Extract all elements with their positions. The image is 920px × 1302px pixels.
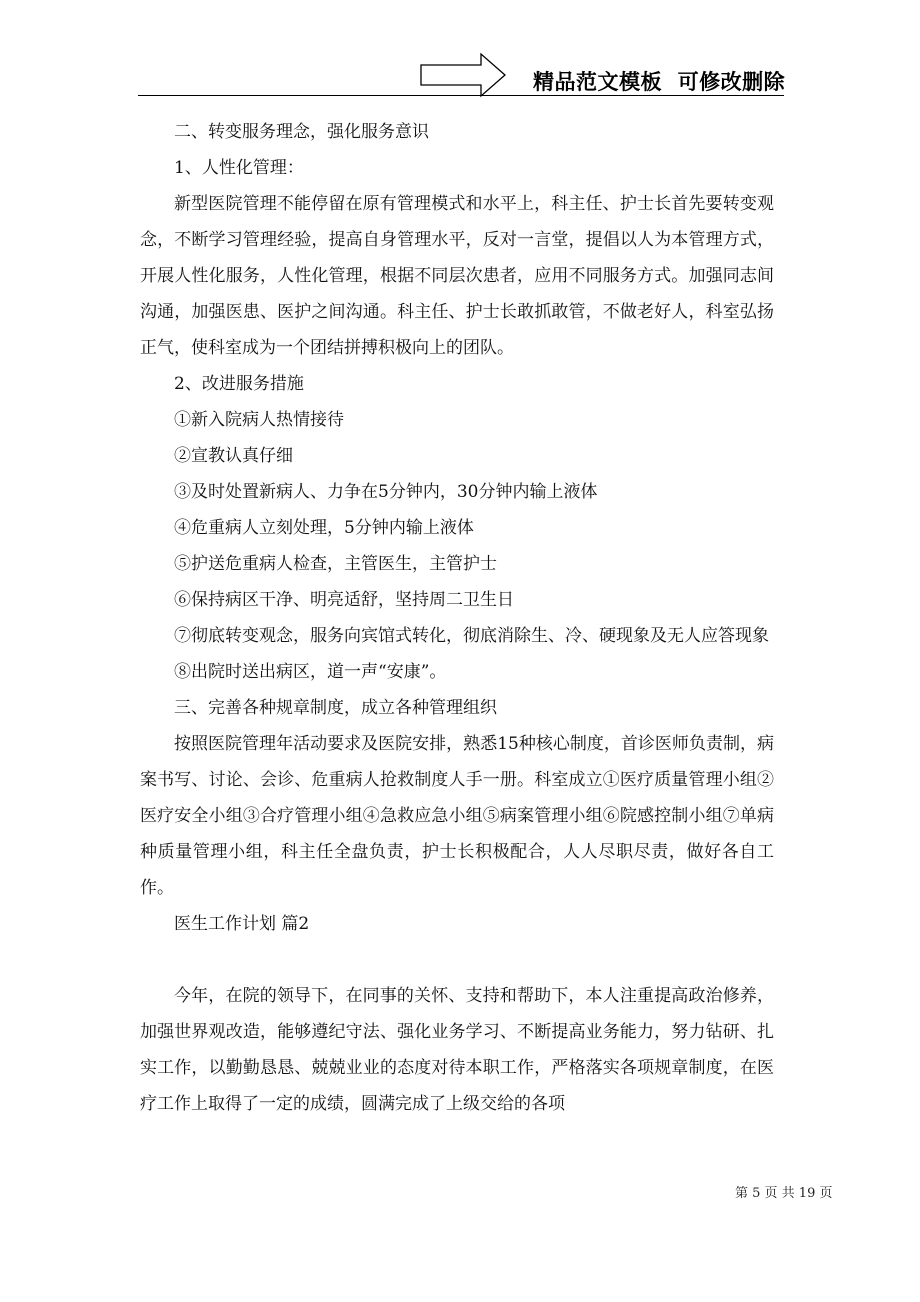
body-paragraph: 按照医院管理年活动要求及医院安排，熟悉15种核心制度，首诊医师负责制，病案书写、讨论、会诊、危重病人抢救制度人手一册。科室成立①医疗质量管理小组②医疗安全小组③合疗管理小组④急救应急小组⑤病案管理小组⑥院感控制小组⑦单病种质量管理小组，科主任全盘负责，护士长积极配合，人人尽职尽责，做好各自工作。: [140, 734, 774, 898]
section-heading: 二、转变服务理念，强化服务意识: [174, 122, 429, 142]
list-item: ⑥保持病区干净、明亮适舒，坚持周二卫生日: [174, 590, 514, 610]
body-paragraph: 今年，在院的领导下，在同事的关怀、支持和帮助下，本人注重提高政治修养，加强世界观改造，能够遵纪守法、强化业务学习、不断提高业务能力，努力钻研、扎实工作，以勤勤恳恳、兢兢业业的态度对待本职工作，严格落实各项规章制度，在医疗工作上取得了一定的成绩，圆满完成了上级交给的各项: [140, 986, 774, 1114]
section-heading: 三、完善各种规章制度，成立各种管理组织: [174, 698, 497, 718]
arrow-right-icon: [419, 52, 507, 98]
list-item: ⑦彻底转变观念，服务向宾馆式转化，彻底消除生、冷、硬现象及无人应答现象: [174, 626, 769, 646]
list-item: ⑧出院时送出病区，道一声“安康”。: [174, 662, 447, 682]
list-item: ③及时处置新病人、力争在5分钟内，30分钟内输上液体: [174, 482, 598, 502]
header-divider: [138, 95, 784, 96]
subsection-heading: 2、改进服务措施: [174, 374, 304, 394]
subsection-heading: 1、人性化管理：: [174, 158, 304, 178]
list-item: ②宣教认真仔细: [174, 446, 293, 466]
list-item: ⑤护送危重病人检查，主管医生，主管护士: [174, 554, 497, 574]
article-heading: 医生工作计划 篇2: [174, 914, 310, 934]
list-item: ①新入院病人热情接待: [174, 410, 344, 430]
list-item: ④危重病人立刻处理，5分钟内输上液体: [174, 518, 474, 538]
document-body: [140, 114, 774, 1122]
page-number: 第 5 页 共 19 页: [735, 1186, 833, 1201]
body-paragraph: 新型医院管理不能停留在原有管理模式和水平上，科主任、护士长首先要转变观念，不断学习管理经验，提高自身管理水平，反对一言堂，提倡以人为本管理方式，开展人性化服务，人性化管理，根据不同层次患者，应用不同服务方式。加强同志间沟通，加强医患、医护之间沟通。科主任、护士长敢抓敢管，不做老好人，科室弘扬正气，使科室成为一个团结拼搏积极向上的团队。: [140, 194, 774, 358]
header-title: 精品范文模板 可修改删除: [533, 70, 786, 94]
page-header: [0, 0, 920, 100]
